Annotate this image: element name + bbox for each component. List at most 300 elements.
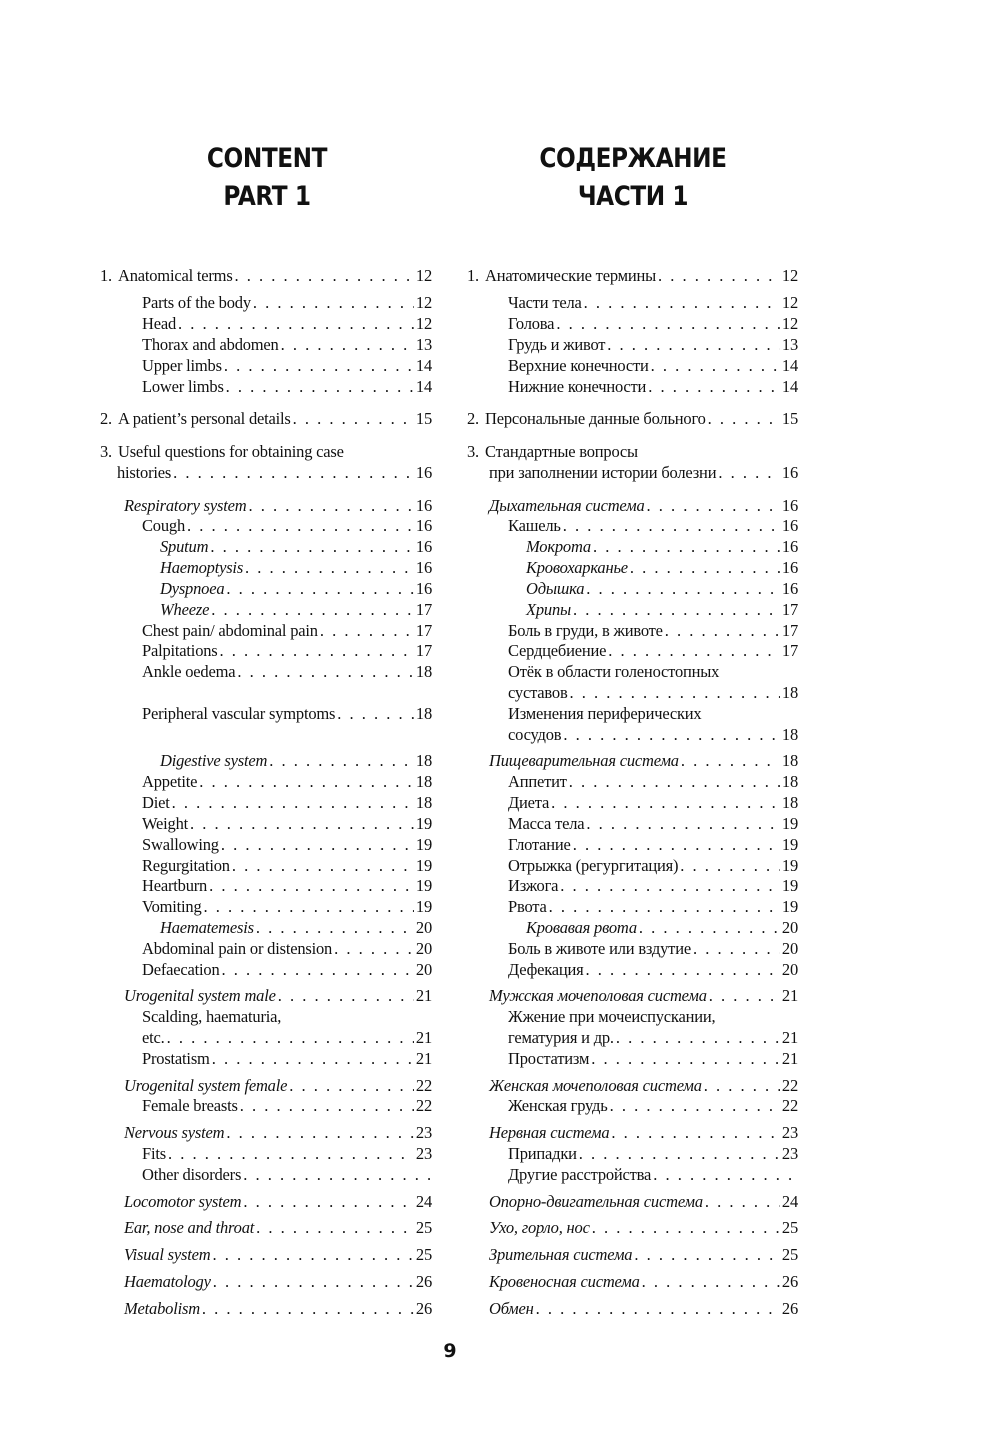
toc-entry-russian — [489, 495, 798, 516]
dot-leader — [204, 896, 414, 917]
toc-entry-russian — [508, 1164, 798, 1185]
toc-entry-label: Digestive system — [160, 751, 268, 770]
toc-entry-english — [160, 599, 432, 620]
toc-entry-label: Fits — [142, 1144, 166, 1163]
toc-entry-russian — [489, 985, 798, 1006]
toc-entry-page: 22 — [415, 1096, 432, 1115]
toc-entry-russian — [489, 1122, 798, 1143]
toc-entry-russian — [508, 334, 798, 355]
dot-leader — [202, 1298, 414, 1319]
toc-entry-english — [142, 855, 432, 876]
toc-entry-russian — [508, 813, 798, 834]
toc-entry-russian — [467, 265, 798, 286]
dot-leader — [243, 1191, 414, 1212]
toc-entry-label: Upper limbs — [142, 356, 222, 375]
toc-entry-label: Мужская мочеполовая система — [489, 986, 707, 1005]
toc-entry-label: Изменения периферических — [508, 704, 702, 723]
toc-entry-label: Female breasts — [142, 1096, 238, 1115]
dot-leader — [569, 771, 780, 792]
toc-entry-label: Ухо, горло, нос — [489, 1218, 590, 1237]
toc-entry-russian — [508, 1095, 798, 1116]
toc-entry-russian — [508, 959, 798, 980]
toc-entry-english — [124, 1075, 432, 1096]
toc-entry-russian — [508, 938, 798, 959]
toc-entry-page: 15 — [781, 409, 798, 428]
toc-entry-label: Сердцебиение — [508, 641, 607, 660]
toc-entry-page: 19 — [781, 876, 798, 895]
toc-entry-label: Heartburn — [142, 876, 208, 895]
dot-leader — [187, 515, 414, 536]
dot-leader — [289, 1075, 414, 1096]
toc-entry-label: Vomiting — [142, 897, 202, 916]
toc-entry-english — [160, 917, 432, 938]
toc-entry-page: 18 — [781, 751, 798, 770]
heading-english-line-1: CONTENT — [206, 143, 328, 174]
toc-entry-number: 1. — [467, 266, 479, 285]
toc-entry-page: 20 — [781, 939, 798, 958]
toc-entry-page: 18 — [781, 683, 798, 702]
toc-entry-page: 16 — [415, 558, 432, 577]
toc-entry-english — [142, 938, 432, 959]
toc-entry-label: Metabolism — [124, 1299, 200, 1318]
toc-entry-russian — [508, 855, 798, 876]
toc-entry-english — [142, 959, 432, 980]
toc-entry-page: 18 — [415, 662, 432, 681]
toc-entry-label: Персональные данные больного — [484, 409, 706, 428]
toc-entry-page: 21 — [415, 1028, 432, 1047]
toc-entry-page: 17 — [781, 621, 798, 640]
toc-entry-page: 25 — [781, 1245, 798, 1264]
toc-entry-russian — [508, 620, 798, 641]
toc-entry-english — [142, 813, 432, 834]
toc-entry-english — [142, 771, 432, 792]
toc-entry-page: 12 — [415, 266, 432, 285]
toc-entry-number: 2. — [467, 409, 479, 428]
toc-entry-page: 20 — [415, 939, 432, 958]
dot-leader — [224, 355, 414, 376]
toc-entry-label: Простатизм — [508, 1049, 590, 1068]
toc-entry-label: Respiratory system — [124, 496, 247, 515]
toc-entry-page: 20 — [415, 960, 432, 979]
toc-entry-russian — [508, 1143, 798, 1164]
dot-leader — [281, 334, 414, 355]
toc-entry-label: Useful questions for obtaining case — [117, 442, 344, 461]
dot-leader — [630, 557, 780, 578]
toc-entry-page: 25 — [781, 1218, 798, 1237]
toc-entry-russian — [489, 1298, 798, 1319]
toc-entry-label: Haematology — [124, 1272, 211, 1291]
dot-leader — [709, 985, 780, 1006]
toc-entry-label: Кашель — [508, 516, 561, 535]
toc-entry-russian — [526, 917, 798, 938]
toc-entry-label: Weight — [142, 814, 189, 833]
toc-entry-page: 18 — [415, 772, 432, 791]
dot-leader — [334, 938, 414, 959]
dot-leader — [320, 620, 414, 641]
dot-leader — [556, 313, 780, 334]
toc-entry-label: Haemoptysis — [160, 558, 244, 577]
toc-entry-page: 21 — [415, 986, 432, 1005]
toc-entry-label: Нижние конечности — [508, 377, 647, 396]
dot-leader — [220, 640, 414, 661]
toc-entry-page: 19 — [415, 876, 432, 895]
dot-leader — [573, 834, 780, 855]
toc-entry-label: Ankle oedema — [142, 662, 236, 681]
dot-leader — [592, 1217, 780, 1238]
toc-entry-english — [142, 515, 432, 536]
toc-entry-label: Wheeze — [160, 600, 210, 619]
dot-leader — [269, 750, 414, 771]
dot-leader — [235, 265, 414, 286]
toc-entry-russian — [508, 313, 798, 334]
toc-entry-label: Sputum — [160, 537, 209, 556]
toc-entry-label: Thorax and abdomen — [142, 335, 279, 354]
toc-entry-english — [142, 355, 432, 376]
toc-entry-russian — [508, 875, 798, 896]
toc-entry-label: Кровохарканье — [526, 558, 628, 577]
toc-entry-page: 13 — [415, 335, 432, 354]
dot-leader — [226, 578, 414, 599]
dot-leader — [551, 792, 780, 813]
toc-entry-english — [142, 292, 432, 313]
toc-entry-page: 24 — [781, 1192, 798, 1211]
dot-leader — [256, 917, 414, 938]
heading-russian — [521, 140, 745, 216]
dot-leader — [278, 985, 414, 1006]
toc-entry-label: Visual system — [124, 1245, 211, 1264]
toc-entry-russian — [508, 771, 798, 792]
toc-entry-english — [100, 265, 432, 286]
toc-entry-russian — [508, 355, 798, 376]
dot-leader — [190, 813, 414, 834]
toc-entry-label: Peripheral vascular symptoms — [142, 704, 336, 723]
dot-leader — [232, 855, 414, 876]
toc-entry-label: Боль в груди, в животе — [508, 621, 663, 640]
toc-entry-label: Отёк в области голеностопных — [508, 662, 720, 681]
toc-entry-page: 23 — [415, 1123, 432, 1142]
toc-entry-label: Нервная система — [489, 1123, 610, 1142]
toc-entry-english — [142, 620, 432, 641]
dot-leader — [718, 462, 780, 483]
toc-entry-label: при заполнении истории болезни — [489, 463, 717, 482]
dot-leader — [212, 1048, 414, 1069]
dot-leader — [708, 408, 780, 429]
toc-entry-english — [142, 1048, 432, 1069]
toc-entry-label: Palpitations — [142, 641, 218, 660]
toc-entry-page: 21 — [781, 986, 798, 1005]
toc-entry-label: Припадки — [508, 1144, 577, 1163]
toc-entry-russian — [489, 1217, 798, 1238]
dot-leader — [647, 495, 780, 516]
toc-entry-english — [142, 1164, 432, 1185]
dot-leader — [536, 1298, 780, 1319]
toc-entry-russian — [508, 1048, 798, 1069]
toc-entry-russian — [508, 1006, 798, 1027]
dot-leader — [639, 917, 780, 938]
dot-leader — [549, 896, 780, 917]
toc-entry-russian — [489, 1191, 798, 1212]
toc-entry-label: Swallowing — [142, 835, 219, 854]
toc-entry-label: Head — [142, 314, 177, 333]
dot-leader — [560, 875, 780, 896]
toc-entry-label: Дыхательная система — [489, 496, 645, 515]
heading-english-line-2: PART 1 — [223, 181, 311, 212]
toc-entry-page: 12 — [781, 314, 798, 333]
toc-entry-english — [117, 462, 432, 483]
toc-entry-english — [142, 875, 432, 896]
dot-leader — [584, 292, 780, 313]
toc-entry-english — [124, 1298, 432, 1319]
toc-entry-page: 17 — [781, 641, 798, 660]
toc-entry-page: 19 — [781, 897, 798, 916]
toc-entry-label: Lower limbs — [142, 377, 224, 396]
toc-entry-label: Кровеносная система — [489, 1272, 640, 1291]
dot-leader — [237, 661, 414, 682]
toc-entry-page: 16 — [781, 579, 798, 598]
toc-entry-label: Боль в животе или вздутие — [508, 939, 691, 958]
toc-entry-english — [142, 376, 432, 397]
toc-entry-page: 12 — [781, 293, 798, 312]
toc-entry-page: 26 — [415, 1272, 432, 1291]
toc-entry-russian — [489, 750, 798, 771]
toc-entry-page: 16 — [781, 558, 798, 577]
toc-entry-page: 17 — [781, 600, 798, 619]
dot-leader — [210, 536, 414, 557]
toc-entry-page: 16 — [781, 537, 798, 556]
toc-entry-page: 16 — [415, 537, 432, 556]
toc-entry-page: 21 — [781, 1028, 798, 1047]
toc-entry-english — [142, 1006, 432, 1027]
heading-english — [155, 140, 379, 216]
toc-entry-label: Голова — [508, 314, 555, 333]
toc-entry-label: Locomotor system — [124, 1192, 242, 1211]
toc-entry-page: 23 — [415, 1144, 432, 1163]
toc-entry-label: суставов — [508, 683, 568, 702]
dot-leader — [226, 376, 414, 397]
dot-leader — [178, 313, 414, 334]
toc-entry-page: 22 — [781, 1096, 798, 1115]
toc-entry-page: 12 — [415, 314, 432, 333]
toc-entry-label: Диета — [508, 793, 550, 812]
toc-entry-label: Опорно-двигательная система — [489, 1192, 703, 1211]
toc-entry-label: Женская грудь — [508, 1096, 608, 1115]
toc-entry-russian — [508, 640, 798, 661]
dot-leader — [586, 578, 780, 599]
toc-entry-label: сосудов — [508, 725, 562, 744]
toc-entry-label: Chest pain/ abdominal pain — [142, 621, 318, 640]
toc-entry-page: 19 — [415, 835, 432, 854]
dot-leader — [168, 1143, 414, 1164]
toc-entry-russian — [508, 896, 798, 917]
dot-leader — [293, 408, 414, 429]
toc-entry-label: Пищеварительная система — [489, 751, 679, 770]
toc-entry-english — [142, 792, 432, 813]
dot-leader — [665, 620, 780, 641]
dot-leader — [226, 1122, 414, 1143]
toc-entry-russian — [526, 599, 798, 620]
toc-entry-label: Изжога — [508, 876, 559, 895]
toc-entry-english — [100, 408, 432, 429]
dot-leader — [245, 557, 414, 578]
toc-entry-label: Отрыжка (регургитация) — [508, 856, 679, 875]
toc-entry-russian — [508, 792, 798, 813]
toc-entry-label: Зрительная система — [489, 1245, 633, 1264]
toc-entry-page: 12 — [781, 266, 798, 285]
toc-entry-russian — [489, 1271, 798, 1292]
toc-entry-english — [142, 896, 432, 917]
toc-entry-page: 16 — [781, 463, 798, 482]
toc-entry-label: Другие расстройства — [508, 1165, 652, 1184]
toc-entry-page: 19 — [781, 856, 798, 875]
toc-entry-english — [100, 441, 432, 462]
toc-entry-russian — [489, 462, 798, 483]
dot-leader — [243, 1164, 430, 1185]
toc-entry-page: 22 — [415, 1076, 432, 1095]
dot-leader — [607, 334, 780, 355]
toc-entry-label: Анатомические термины — [484, 266, 657, 285]
toc-entry-label: Scalding, haematuria, — [142, 1007, 282, 1026]
toc-entry-russian — [508, 1027, 798, 1048]
toc-entry-page: 16 — [415, 496, 432, 515]
dot-leader — [653, 1164, 796, 1185]
dot-leader — [616, 1027, 780, 1048]
toc-entry-label: Urogenital system male — [124, 986, 276, 1005]
toc-entry-label: Haematemesis — [160, 918, 254, 937]
toc-entry-label: A patient’s personal details — [117, 409, 291, 428]
dot-leader — [221, 834, 414, 855]
toc-entry-label: Глотание — [508, 835, 571, 854]
toc-entry-russian — [489, 1244, 798, 1265]
dot-leader — [593, 536, 780, 557]
toc-entry-russian — [508, 292, 798, 313]
dot-leader — [586, 959, 780, 980]
toc-entry-number: 1. — [100, 266, 112, 285]
toc-entry-english — [142, 703, 432, 724]
toc-entry-page: 18 — [415, 751, 432, 770]
toc-entry-russian — [526, 578, 798, 599]
toc-entry-page: 13 — [781, 335, 798, 354]
toc-entry-page: 23 — [781, 1123, 798, 1142]
toc-entry-label: Кровавая рвота — [526, 918, 637, 937]
toc-entry-page: 18 — [781, 725, 798, 744]
toc-entry-page: 20 — [781, 960, 798, 979]
dot-leader — [209, 875, 414, 896]
toc-entry-page: 16 — [781, 496, 798, 515]
dot-leader — [648, 376, 780, 397]
toc-entry-page: 21 — [415, 1049, 432, 1068]
toc-entry-page: 23 — [781, 1144, 798, 1163]
toc-entry-label: Обмен — [489, 1299, 534, 1318]
toc-entry-english — [160, 750, 432, 771]
toc-entry-label: Cough — [142, 516, 186, 535]
toc-entry-page: 26 — [781, 1299, 798, 1318]
dot-leader — [579, 1143, 780, 1164]
toc-entry-label: Рвота — [508, 897, 547, 916]
toc-entry-page: 16 — [415, 516, 432, 535]
toc-entry-page: 17 — [415, 641, 432, 660]
toc-entry-english — [124, 1271, 432, 1292]
toc-entry-label: Одышка — [526, 579, 585, 598]
toc-entry-english — [160, 557, 432, 578]
heading-russian-line-2: ЧАСТИ 1 — [577, 181, 689, 212]
toc-entry-label: Жжение при мочеиспускании, — [508, 1007, 716, 1026]
toc-entry-page: 14 — [415, 377, 432, 396]
toc-entry-russian — [508, 703, 798, 724]
toc-entry-russian — [467, 441, 798, 462]
toc-entry-english — [124, 1217, 432, 1238]
dot-leader — [248, 495, 413, 516]
toc-entry-label: Стандартные вопросы — [484, 442, 638, 461]
dot-leader — [573, 599, 780, 620]
toc-entry-label: Женская мочеполовая система — [489, 1076, 702, 1095]
dot-leader — [172, 792, 414, 813]
toc-entry-russian — [508, 376, 798, 397]
toc-entry-page: 14 — [781, 377, 798, 396]
toc-entry-page: 18 — [415, 704, 432, 723]
dot-leader — [563, 515, 780, 536]
toc-entry-page: 25 — [415, 1218, 432, 1237]
dot-leader — [337, 703, 414, 724]
toc-entry-label: Аппетит — [508, 772, 567, 791]
toc-entry-page: 20 — [781, 918, 798, 937]
toc-entry-english — [124, 1191, 432, 1212]
toc-entry-russian — [467, 408, 798, 429]
toc-entry-number: 3. — [100, 442, 112, 461]
toc-entry-number: 2. — [100, 409, 112, 428]
toc-entry-russian — [508, 515, 798, 536]
dot-leader — [240, 1095, 414, 1116]
toc-entry-label: Грудь и живот — [508, 335, 606, 354]
toc-entry-english — [124, 985, 432, 1006]
toc-entry-russian — [508, 661, 798, 682]
toc-entry-page: 17 — [415, 600, 432, 619]
toc-entry-russian — [526, 536, 798, 557]
toc-entry-page: 16 — [415, 579, 432, 598]
toc-entry-label: Nervous system — [124, 1123, 225, 1142]
toc-entry-page: 26 — [415, 1299, 432, 1318]
toc-entry-russian — [508, 724, 798, 745]
toc-entry-label: Diet — [142, 793, 170, 812]
dot-leader — [591, 1048, 780, 1069]
toc-entry-label: Urogenital system female — [124, 1076, 288, 1095]
toc-entry-label: Dyspnoea — [160, 579, 225, 598]
toc-entry-label: Anatomical terms — [117, 266, 233, 285]
toc-entry-label: histories — [117, 463, 172, 482]
dot-leader — [611, 1122, 780, 1143]
toc-entry-page: 18 — [781, 793, 798, 812]
dot-leader — [173, 462, 414, 483]
toc-entry-page: 18 — [415, 793, 432, 812]
toc-entry-label: Части тела — [508, 293, 582, 312]
dot-leader — [167, 1027, 414, 1048]
toc-entry-label: Prostatism — [142, 1049, 210, 1068]
toc-entry-page: 21 — [781, 1049, 798, 1068]
dot-leader — [705, 1191, 780, 1212]
toc-entry-label: гематурия и др. — [508, 1028, 614, 1047]
toc-entry-page: 16 — [415, 463, 432, 482]
toc-entry-english — [124, 1244, 432, 1265]
dot-leader — [680, 855, 780, 876]
toc-entry-page: 16 — [781, 516, 798, 535]
dot-leader — [704, 1075, 780, 1096]
dot-leader — [211, 599, 414, 620]
toc-entry-number: 3. — [467, 442, 479, 461]
toc-entry-label: Мокрота — [526, 537, 591, 556]
toc-entry-label: Other disorders — [142, 1165, 242, 1184]
dot-leader — [651, 355, 780, 376]
toc-entry-label: Масса тела — [508, 814, 585, 833]
toc-entry-english — [142, 834, 432, 855]
